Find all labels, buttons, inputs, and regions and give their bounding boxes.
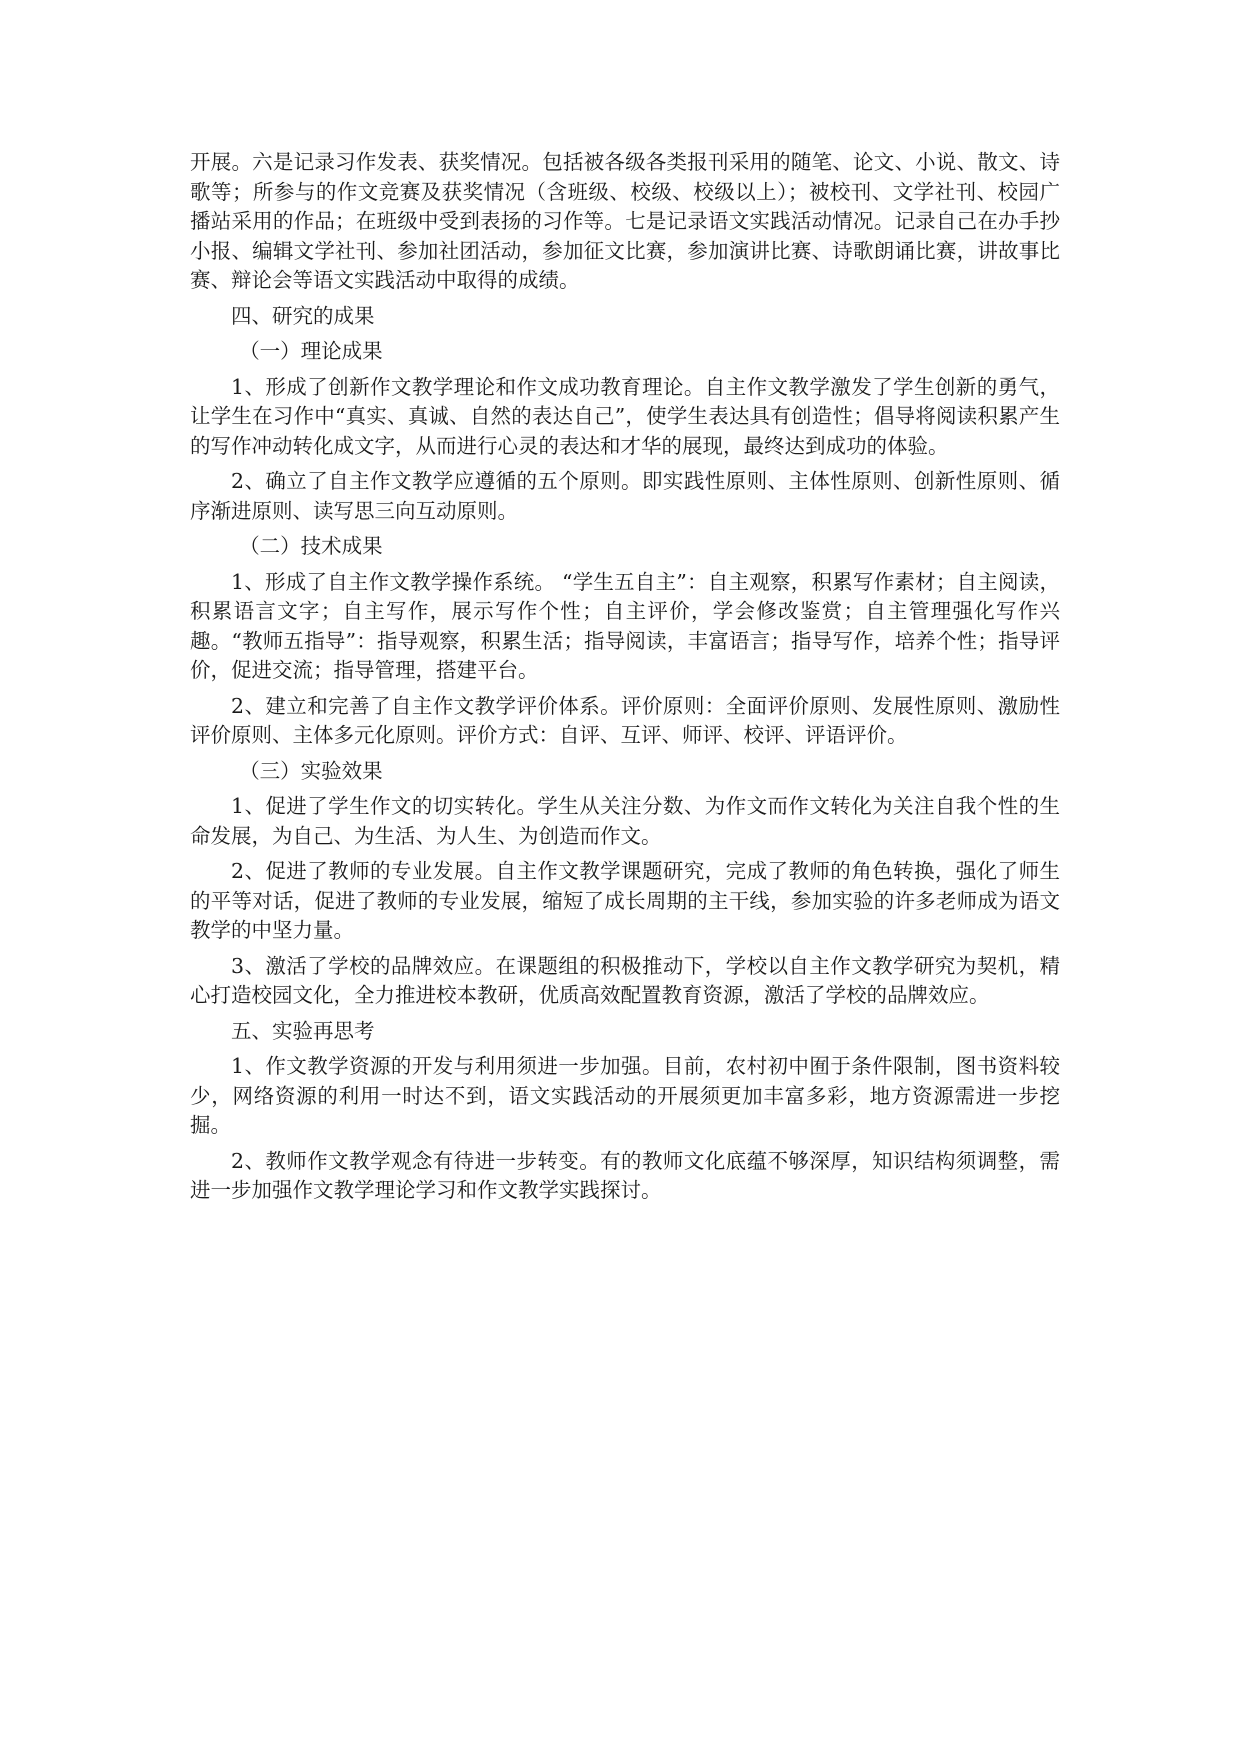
paragraph: 2、确立了自主作文教学应遵循的五个原则。即实践性原则、主体性原则、创新性原则、循序渐进原则、读写思三向互动原则。: [190, 469, 1060, 523]
section-heading-4: 四、研究的成果: [231, 303, 375, 328]
subsection-heading-experiment: （三）实验效果: [239, 758, 383, 783]
document-page: [190, 148, 1060, 1212]
paragraph: 1、形成了创新作文教学理论和作文成功教育理论。自主作文教学激发了学生创新的勇气，让学生在习作中“真实、真诚、自然的表达自己”，使学生表达具有创造性；倡导将阅读积累产生的写作冲动转化成文字，从而进行心灵的表达和才华的展现，最终达到成功的体验。: [190, 374, 1060, 458]
paragraph: 1、作文教学资源的开发与利用须进一步加强。目前，农村初中囿于条件限制，图书资料较少，网络资源的利用一时达不到，语文实践活动的开展须更加丰富多彩，地方资源需进一步挖掘。: [190, 1054, 1060, 1137]
paragraph: 1、形成了自主作文教学操作系统。 “学生五自主”：自主观察，积累写作素材；自主阅读，积累语言文字；自主写作，展示写作个性；自主评价，学会修改鉴赏；自主管理强化写作兴趣。“教师五指导”：指导观察，积累生活；指导阅读，丰富语言；指导写作，培养个性；指导评价，促进交流；指导管理，搭建平台。: [190, 569, 1060, 682]
paragraph: 3、激活了学校的品牌效应。在课题组的积极推动下，学校以自主作文教学研究为契机，精心打造校园文化，全力推进校本教研，优质高效配置教育资源，激活了学校的品牌效应。: [190, 953, 1060, 1007]
paragraph: 2、教师作文教学观念有待进一步转变。有的教师文化底蕴不够深厚，知识结构须调整，需进一步加强作文教学理论学习和作文教学实践探讨。: [190, 1148, 1060, 1202]
paragraph: 1、促进了学生作文的切实转化。学生从关注分数、为作文而作文转化为关注自我个性的生命发展，为自己、为生活、为人生、为创造而作文。: [190, 794, 1060, 848]
paragraph-continuation: 开展。六是记录习作发表、获奖情况。包括被各级各类报刊采用的随笔、论文、小说、散文、诗歌等；所参与的作文竞赛及获奖情况（含班级、校级、校级以上）；被校刊、文学社刊、校园广播站采用的作品；在班级中受到表扬的习作等。七是记录语文实践活动情况。记录自己在办手抄小报、编辑文学社刊、参加社团活动，参加征文比赛，参加演讲比赛、诗歌朗诵比赛，讲故事比赛、辩论会等语文实践活动中取得的成绩。: [190, 150, 1060, 292]
subsection-heading-theory: （一）理论成果: [239, 339, 383, 363]
paragraph: 2、促进了教师的专业发展。自主作文教学课题研究，完成了教师的角色转换，强化了师生的平等对话，促进了教师的专业发展，缩短了成长周期的主干线，参加实验的许多老师成为语文教学的中坚力量。: [190, 859, 1060, 942]
section-heading-5: 五、实验再思考: [231, 1018, 375, 1043]
subsection-heading-technology: （二）技术成果: [239, 534, 383, 558]
paragraph: 2、建立和完善了自主作文教学评价体系。评价原则：全面评价原则、发展性原则、激励性评价原则、主体多元化原则。评价方式：自评、互评、师评、校评、评语评价。: [190, 693, 1060, 747]
